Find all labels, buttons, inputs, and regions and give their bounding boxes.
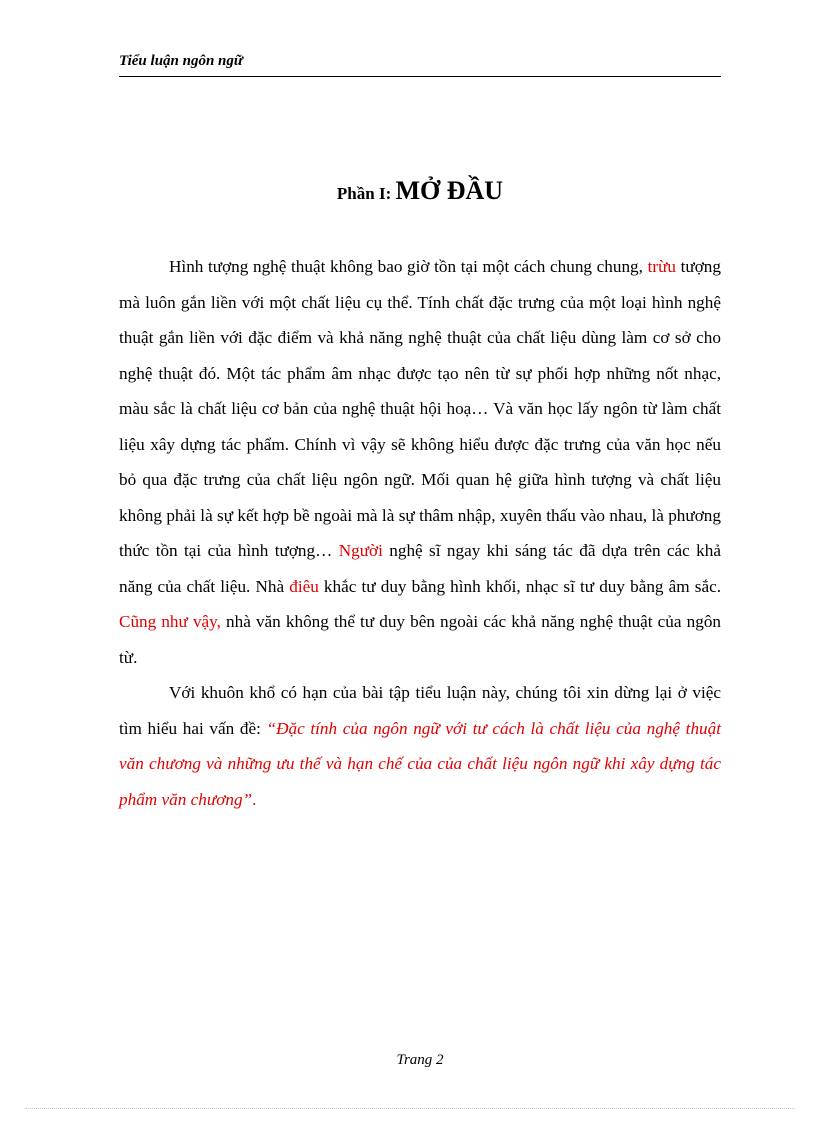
header-title: Tiểu luận ngôn ngữ: [119, 53, 243, 69]
paragraph-scope: [119, 675, 721, 817]
highlight-text: điêu: [289, 576, 319, 596]
body-text: [119, 249, 721, 817]
heading-main: MỞ ĐẦU: [395, 176, 504, 205]
topic-quote: “Đặc tính của ngôn ngữ với tư cách là chất liệu của nghệ thuật văn chương và những ưu thế và hạn chế của của chất liệu ngôn ngữ khi xây dựng tác phẩm văn chương”: [119, 718, 721, 809]
text-run: Hình tượng nghệ thuật không bao giờ tồn tại một cách chung chung,: [169, 257, 648, 276]
highlight-text: Cũng như vậy,: [119, 612, 221, 631]
heading-prefix: Phần I:: [336, 184, 396, 203]
highlight-text: Người: [338, 541, 383, 560]
text-run: tượng mà luôn gắn liền với một chất liệu cụ thể. Tính chất đặc trưng của một loại hình nghệ thuật gắn liền với đặc điểm và khả năng nghệ thuật của chất liệu dùng làm cơ sở cho nghệ thuật đó. Một tác phẩm âm nhạc được tạo nên từ sự phối hợp những nốt nhạc, màu sắc là chất liệu cơ bản của nghệ thuật hội hoạ… Và văn học lấy ngôn từ làm chất liệu xây dựng tác phẩm. Chính vì vậy sẽ không hiểu được đặc trưng của văn học nếu bỏ qua đặc trưng của chất liệu ngôn ngữ. Mối quan hệ giữa hình tượng và chất liệu không phải là sự kết hợp bề ngoài mà là sự thâm nhập, xuyên thấu vào nhau, là phương thức tồn tại của hình tượng…: [119, 257, 721, 560]
section-heading: [119, 171, 721, 215]
page-header: [119, 52, 721, 77]
page-footer: [119, 1052, 721, 1069]
text-run: .: [252, 789, 257, 809]
page-edge-divider: [25, 1108, 795, 1109]
highlight-text: trừu: [647, 257, 676, 276]
text-run: nghệ sĩ ngay khi sáng tác đã dựa trên các khả năng của chất liệu. Nhà: [119, 541, 721, 596]
text-run: nhà văn không thể tư duy bên ngoài các khả năng nghệ thuật của ngôn từ.: [119, 612, 722, 667]
text-run: Với khuôn khổ có hạn của bài tập tiểu luận này, chúng tôi xin dừng lại ở việc tìm hiểu hai vấn đề:: [119, 683, 721, 738]
text-run: khắc tư duy bằng hình khối, nhạc sĩ tư duy bằng âm sắc.: [318, 576, 721, 596]
paragraph-intro: [119, 249, 721, 675]
page-number: Trang 2: [396, 1052, 444, 1068]
